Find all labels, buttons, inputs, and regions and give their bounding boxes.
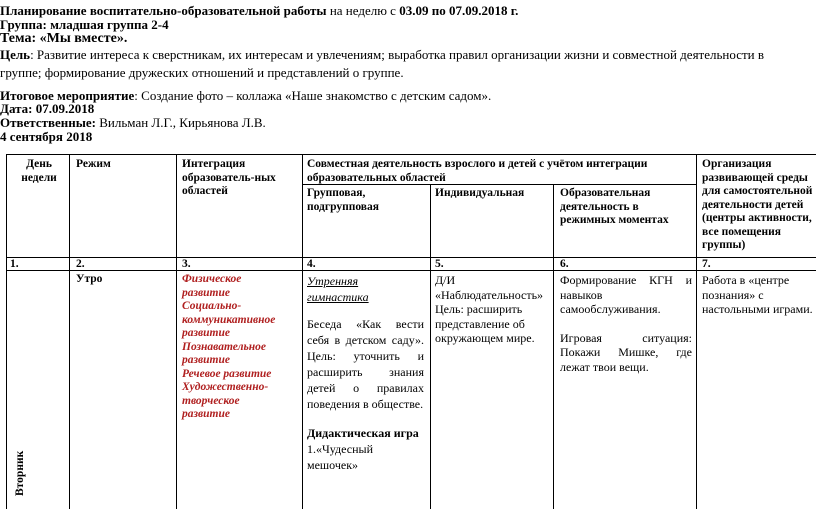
day-label: Вторник	[14, 450, 26, 496]
col-individual-header: Индивидуальная	[435, 187, 525, 199]
grid-line	[696, 154, 697, 509]
col-number: 2.	[76, 258, 85, 270]
area-item: Социально-коммуникативное развитие	[182, 300, 276, 339]
col-number: 7.	[702, 258, 711, 270]
col-group-header: Групповая, подгрупповая	[307, 187, 379, 213]
plan-title-mid: на неделю с	[326, 3, 400, 18]
areas-cell	[182, 273, 300, 422]
grid-line	[6, 270, 816, 271]
col-educational-header: Образовательная деятельность в режимных моментах	[560, 187, 669, 226]
goal-text-1: : Развитие интереса к сверстникам, их интересам и увлечениям; выработка правил организации жизни и совместной деятельности в	[30, 47, 764, 62]
educational-text-1: Формирование КГН и навыков самообслуживания.	[560, 273, 692, 316]
area-item: Познавательное развитие	[182, 340, 266, 366]
area-item: Художественно-творческое развитие	[182, 381, 269, 420]
individual-cell: Д/И «Наблюдательность» Цель: расширить представление об окружающем мире.	[435, 273, 544, 345]
col-number: 1.	[10, 258, 19, 270]
event-label: Итоговое мероприятие	[0, 88, 135, 103]
col-organization-header: Организация развивающей среды для самостоятельной деятельности детей (центры активности, все помещения группы)	[702, 158, 813, 251]
grid-line	[6, 257, 816, 258]
col-joint-header: Совместная деятельность взрослого и детей с учётом интеграции образовательных областей	[307, 158, 648, 184]
area-item: Физическое развитие	[182, 273, 242, 299]
mode-cell: Утро	[76, 273, 103, 285]
group-line: Группа: младшая группа 2-4	[0, 17, 169, 32]
col-mode-header: Режим	[76, 158, 111, 170]
grid-line	[176, 154, 177, 509]
conversation-text: Беседа «Как вести себя в детском саду». Цель: уточнить и расширить знания детей о правилах поведения в обществе.	[307, 317, 424, 411]
responsible-label: Ответственные:	[0, 115, 97, 130]
plan-title-bold: Планирование воспитательно-образовательной работы	[0, 3, 327, 18]
grid-line	[553, 184, 554, 509]
didactic-game-text: 1.«Чудесный мешочек»	[307, 442, 374, 472]
educational-cell	[560, 273, 692, 374]
goal-line-2: группе; формирование дружеских отношений и представлений о группе.	[0, 65, 404, 80]
day-cell	[2, 440, 42, 500]
col-number: 5.	[435, 258, 444, 270]
grid-line	[69, 154, 70, 509]
didactic-game-title: Дидактическая игра	[307, 426, 419, 440]
event-text: : Создание фото – коллажа «Наше знакомство с детским садом».	[134, 88, 492, 103]
col-number: 3.	[182, 258, 191, 270]
grid-line	[302, 154, 303, 509]
group-cell	[307, 273, 424, 473]
area-item: Речевое развитие	[182, 367, 272, 380]
theme-line: Тема: «Мы вместе».	[0, 31, 128, 46]
grid-line	[6, 154, 816, 155]
organization-cell: Работа в «центре познания» с настольными играми.	[702, 273, 813, 316]
goal-label: Цель	[0, 47, 31, 62]
col-number: 6.	[560, 258, 569, 270]
col-number: 4.	[307, 258, 316, 270]
responsible-text: Вильман Л.Г., Кирьянова Л.В.	[96, 115, 266, 130]
educational-text-2: Игровая ситуация: Покажи Мишке, где лежат твои вещи.	[560, 330, 692, 374]
plan-dates: 03.09 по 07.09.2018 г.	[399, 3, 519, 18]
morning-exercise-title: Утренняя гимнастика	[307, 274, 369, 304]
col-day-header: День недели	[21, 158, 57, 184]
day-date: 4 сентября 2018	[0, 129, 93, 144]
date-line: Дата: 07.09.2018	[0, 101, 95, 116]
grid-line	[430, 184, 431, 509]
col-integration-header: Интеграция образователь-ных областей	[182, 158, 276, 197]
